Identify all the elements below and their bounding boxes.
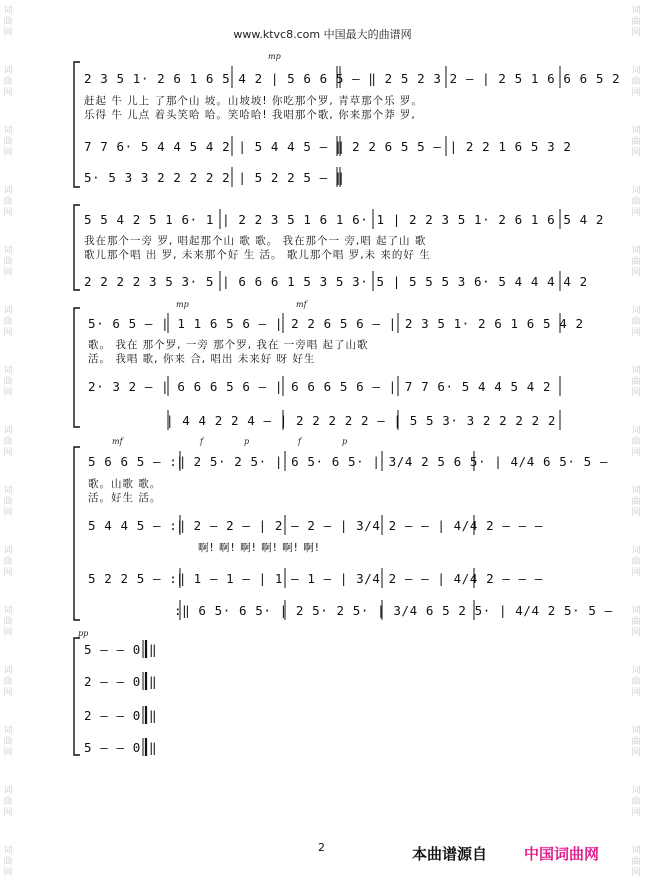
watermark-right-7: 词曲网 xyxy=(631,366,641,398)
system-4-part-2-notes: 5 4 4 5 – :‖ 2 – 2 – | 2 – 2 – | 3/4 2 – – | 4/4 2 – – – xyxy=(88,518,544,533)
dynamic-p: p xyxy=(342,437,348,446)
watermark-right-4: 词曲网 xyxy=(631,186,641,218)
system-3-bracket xyxy=(74,308,80,427)
system-3-part-2-notes: 2· 3 2 – | 6 6 6 5 6 – | 6 6 6 5 6 – | 7 7 6· 5 4 4 5 4 2 xyxy=(88,379,552,394)
system-1-part-3-notes: 5· 5 3 3 2 2 2 2 2 | 5 2 2 5 – ‖ xyxy=(84,170,345,185)
watermark-right-9: 词曲网 xyxy=(631,486,641,518)
system-4-lyric-1: 歌。山歌 歌。 xyxy=(88,478,162,490)
watermark-left-9: 词曲网 xyxy=(3,486,13,518)
system-3-lyric-1: 歌。 我在 那个罗, 一旁 那个罗, 我在 一旁唱 起了山歌 xyxy=(88,339,369,351)
system-2-part-1-notes: 5 5 4 2 5 1 6· 1 | 2 2 3 5 1 6 1 6· 1 | 2 2 3 5 1· 2 6 1 6 5 4 2 xyxy=(84,212,605,227)
dynamic-pp: pp xyxy=(78,629,89,638)
system-5-part-2-notes: 2 – – 0 ‖ xyxy=(84,674,158,689)
system-2-lyric-1: 我在那个一旁 罗, 唱起那个山 歌 歌。 我在那个一 旁,唱 起了山 歌 xyxy=(84,235,427,247)
system-1-bracket xyxy=(74,62,80,187)
system-4-part-1-notes: 5 6 6 5 – :‖ 2 5· 2 5· | 6 5· 6 5· | 3/4 2 5 6 5· | 4/4 6 5· 5 – xyxy=(88,454,609,469)
system-5-part-1-notes: 5 – – 0 ‖ xyxy=(84,642,158,657)
watermark-left-10: 词曲网 xyxy=(3,546,13,578)
watermark-right-1: 词曲网 xyxy=(631,6,641,38)
watermark-left-7: 词曲网 xyxy=(3,366,13,398)
system-4-part-3-notes: 5 2 2 5 – :‖ 1 – 1 – | 1 – 1 – | 3/4 2 – – | 4/4 2 – – – xyxy=(88,571,544,586)
system-3-part-1-notes: 5· 6 5 – | 1 1 6 5 6 – | 2 2 6 5 6 – | 2 3 5 1· 2 6 1 6 5 4 2 xyxy=(88,316,584,331)
system-4-lyric-2: 活。好生 活。 xyxy=(88,492,162,504)
watermark-left-8: 词曲网 xyxy=(3,426,13,458)
system-4-barlines xyxy=(180,451,474,620)
watermark-right-10: 词曲网 xyxy=(631,546,641,578)
system-3-part-3-notes: | 4 4 2 2 4 – | 2 2 2 2 2 – | 5 5 3· 3 2 2 2 2 2 xyxy=(166,413,557,428)
dynamic-mf: mf xyxy=(296,300,307,309)
system-5-bracket xyxy=(74,638,80,755)
page-number: 2 xyxy=(318,841,325,854)
watermark-right-13: 词曲网 xyxy=(631,726,641,758)
system-1-part-2-notes: 7 7 6· 5 4 4 5 4 2 | 5 4 4 5 – ‖ 2 2 6 5 5 – | 2 2 1 6 5 3 2 xyxy=(84,139,572,154)
system-5-part-3-notes: 2 – – 0 ‖ xyxy=(84,708,158,723)
watermark-left-3: 词曲网 xyxy=(3,126,13,158)
system-1-part-1-notes: 2 3 5 1· 2 6 1 6 5 4 2 | 5 6 6 5 – ‖ 2 5 2 3 2 – | 2 5 1 6 6 6 5 2 xyxy=(84,71,621,86)
system-5-barlines xyxy=(143,640,146,756)
watermark-right-11: 词曲网 xyxy=(631,606,641,638)
watermark-right-15: 词曲网 xyxy=(631,846,641,878)
dynamic-mf: mf xyxy=(112,437,123,446)
dynamic-mp: mp xyxy=(268,52,281,61)
watermark-left-15: 词曲网 xyxy=(3,846,13,878)
system-4-part-4-notes: :‖ 6 5· 6 5· | 2 5· 2 5· | 3/4 6 5 2 5· | 4/4 2 5· 5 – xyxy=(174,603,613,618)
system-4-bracket xyxy=(74,447,80,620)
watermark-left-6: 词曲网 xyxy=(3,306,13,338)
watermark-left-14: 词曲网 xyxy=(3,786,13,818)
watermark-right-3: 词曲网 xyxy=(631,126,641,158)
dynamic-f: f xyxy=(298,437,301,446)
system-2-bracket xyxy=(74,205,80,290)
brand-link[interactable]: 中国词曲网 xyxy=(524,845,600,863)
dynamic-p: p xyxy=(244,437,250,446)
watermark-left-12: 词曲网 xyxy=(3,666,13,698)
watermark-left-11: 词曲网 xyxy=(3,606,13,638)
system-2-part-2-notes: 2 2 2 2 3 5 3· 5 | 6 6 6 1 5 3 5 3· 5 | 5 5 5 3 6· 5 4 4 4 4 2 xyxy=(84,274,588,289)
site-header: www.ktvc8.com 中国最大的曲谱网 xyxy=(233,28,412,41)
watermark-right-8: 词曲网 xyxy=(631,426,641,458)
system-5-part-4-notes: 5 – – 0 ‖ xyxy=(84,740,158,755)
watermark-right-2: 词曲网 xyxy=(631,66,641,98)
watermark-left-4: 词曲网 xyxy=(3,186,13,218)
system-4-lyric-3: 啊! 啊! 啊! 啊! 啊! 啊! xyxy=(198,542,320,554)
watermark-right-5: 词曲网 xyxy=(631,246,641,278)
system-2-lyric-2: 歌儿那个唱 出 罗, 未来那个好 生 活。 歌儿那个唱 罗,未 来的好 生 xyxy=(84,249,431,261)
watermark-right-6: 词曲网 xyxy=(631,306,641,338)
source-label: 本曲谱源自 xyxy=(412,845,488,863)
dynamic-f: f xyxy=(200,437,203,446)
dynamic-mp: mp xyxy=(176,300,189,309)
watermark-left-5: 词曲网 xyxy=(3,246,13,278)
watermark-left-1: 词曲网 xyxy=(3,6,13,38)
system-3-lyric-2: 活。 我唱 歌, 你来 合, 唱出 未来好 呀 好生 xyxy=(88,353,316,365)
watermark-left-2: 词曲网 xyxy=(3,66,13,98)
watermark-left-13: 词曲网 xyxy=(3,726,13,758)
system-1-lyric-1: 赶起 牛 儿上 了那个山 坡。山坡坡! 你吃那个罗, 青草那个乐 罗。 xyxy=(84,95,423,107)
watermark-right-12: 词曲网 xyxy=(631,666,641,698)
system-1-lyric-2: 乐得 牛 儿点 着头笑哈 哈。笑哈哈! 我唱那个歌, 你来那个莽 罗, xyxy=(84,109,416,121)
watermark-right-14: 词曲网 xyxy=(631,786,641,818)
